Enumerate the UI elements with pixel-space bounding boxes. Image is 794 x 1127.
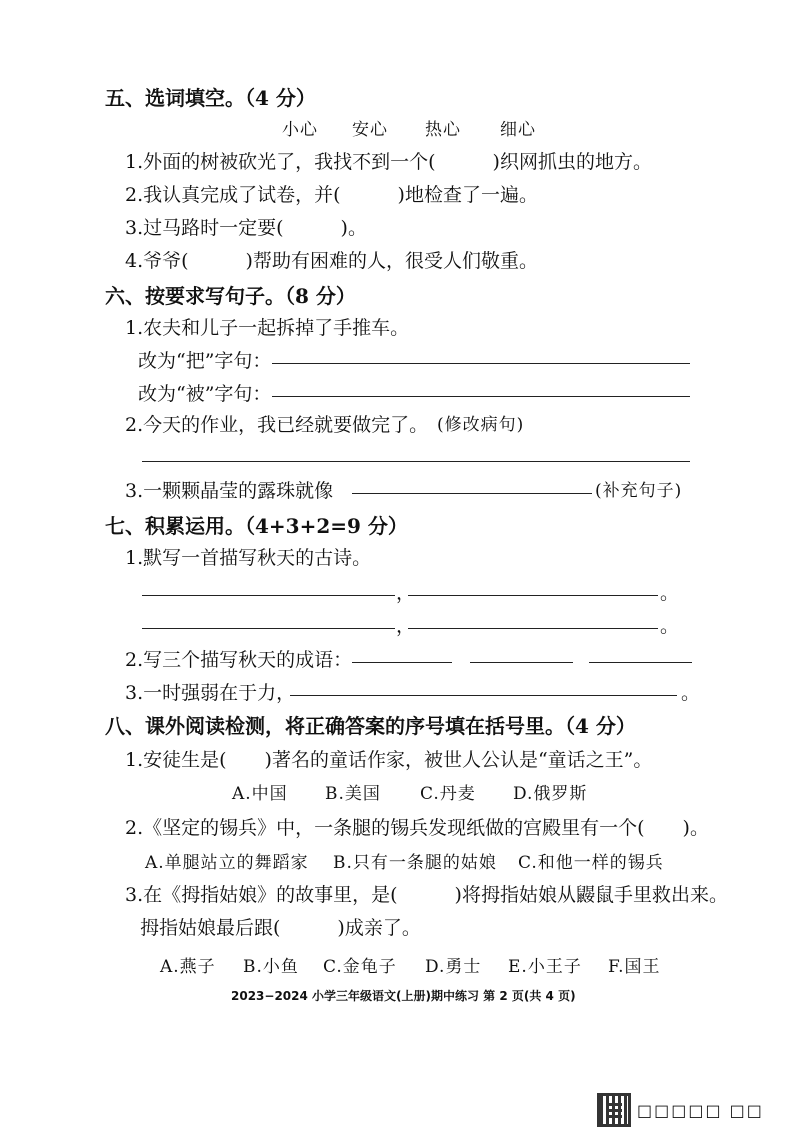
answer-line[interactable] <box>408 628 658 629</box>
question-6-1a-label: 改为“把”字句： <box>138 350 272 372</box>
choice-option: D.勇士 <box>425 957 482 977</box>
choice-option: A.单腿站立的舞蹈家 <box>145 853 309 873</box>
period: 。 <box>660 582 680 604</box>
word-option: 细心 <box>500 120 536 140</box>
question-8-3: 3.在《拇指姑娘》的故事里，是( )将拇指姑娘从鼹鼠手里救出来。 <box>125 884 728 906</box>
qr-code-icon[interactable] <box>597 1093 631 1127</box>
question-5-3: 3.过马路时一定要( )。 <box>125 217 367 239</box>
section-7-title: 七、积累运用。（4+3+2=9 分） <box>105 514 408 538</box>
section-6-title: 六、按要求写句子。（8 分） <box>105 284 356 308</box>
choice-option: D.俄罗斯 <box>513 784 588 804</box>
question-8-1: 1.安徒生是( )著名的童话作家，被世人公认是“童话之王”。 <box>125 749 653 771</box>
choice-option: B.只有一条腿的姑娘 <box>333 853 497 873</box>
answer-line[interactable] <box>589 662 692 663</box>
answer-line[interactable] <box>470 662 573 663</box>
choice-option: C.丹麦 <box>420 784 476 804</box>
choice-option: C.和他一样的锡兵 <box>518 853 664 873</box>
period: 。 <box>660 615 680 637</box>
question-6-1: 1.农夫和儿子一起拆掉了手推车。 <box>125 317 410 339</box>
word-option: 安心 <box>352 120 388 140</box>
answer-line[interactable] <box>272 363 690 364</box>
choice-option: E.小王子 <box>508 957 582 977</box>
question-7-2: 2.写三个描写秋天的成语： <box>125 649 353 671</box>
choice-option: F.国王 <box>608 957 661 977</box>
answer-line[interactable] <box>290 695 677 696</box>
question-8-2: 2.《坚定的锡兵》中，一条腿的锡兵发现纸做的宫殿里有一个( )。 <box>125 817 709 839</box>
answer-line[interactable] <box>352 493 592 494</box>
choice-option: B.美国 <box>325 784 381 804</box>
answer-line[interactable] <box>142 595 395 596</box>
answer-line[interactable] <box>142 628 395 629</box>
question-8-3b: 拇指姑娘最后跟( )成亲了。 <box>140 917 421 939</box>
question-6-3: 3.一颗颗晶莹的露珠就像 <box>125 480 334 502</box>
question-7-1: 1.默写一首描写秋天的古诗。 <box>125 547 372 569</box>
question-7-3: 3.一时强弱在于力， <box>125 682 296 704</box>
choice-option: A.燕子 <box>160 957 216 977</box>
word-option: 小心 <box>282 120 318 140</box>
period: 。 <box>681 682 701 704</box>
answer-line[interactable] <box>408 595 658 596</box>
comma: ， <box>396 582 416 604</box>
question-5-1: 1.外面的树被砍光了，我找不到一个( )织网抓虫的地方。 <box>125 151 652 173</box>
word-option: 热心 <box>425 120 461 140</box>
question-6-3-note: (补充句子) <box>595 481 683 501</box>
question-6-2-note: (修改病句) <box>437 415 525 435</box>
question-6-1b-label: 改为“被”字句： <box>138 383 272 405</box>
answer-line[interactable] <box>352 662 452 663</box>
choice-option: A.中国 <box>232 784 288 804</box>
page-footer: 2023−2024 小学三年级语文(上册)期中练习 第 2 页(共 4 页) <box>231 989 576 1003</box>
corner-label: □□□□□ □□ <box>637 1101 764 1120</box>
section-8-title: 八、课外阅读检测，将正确答案的序号填在括号里。（4 分） <box>105 714 636 738</box>
answer-line[interactable] <box>142 461 690 462</box>
choice-option: B.小鱼 <box>243 957 299 977</box>
question-5-2: 2.我认真完成了试卷，并( )地检查了一遍。 <box>125 184 538 206</box>
section-5-title: 五、选词填空。（4 分） <box>105 86 316 110</box>
choice-option: C.金龟子 <box>323 957 397 977</box>
comma: ， <box>396 615 416 637</box>
question-5-4: 4.爷爷( )帮助有困难的人，很受人们敬重。 <box>125 250 538 272</box>
answer-line[interactable] <box>272 396 690 397</box>
question-6-2: 2.今天的作业，我已经就要做完了。 <box>125 414 429 436</box>
